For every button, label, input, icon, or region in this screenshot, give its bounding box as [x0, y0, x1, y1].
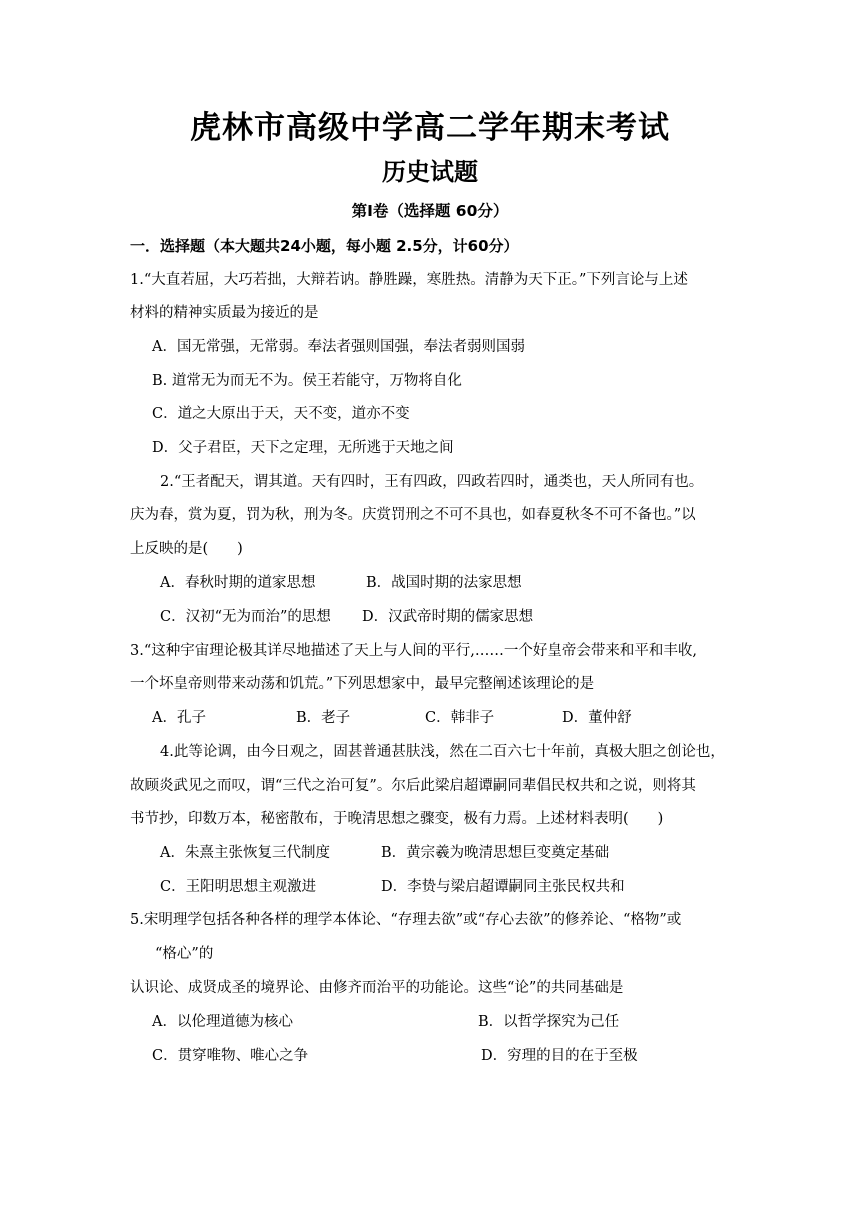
q5-stem-line: “格心”的: [155, 946, 214, 962]
q3-option-a: A．孔子: [152, 710, 206, 726]
q4-option-a: A．朱熹主张恢复三代制度: [160, 845, 330, 861]
q5-option-b: B．以哲学探究为己任: [478, 1014, 620, 1030]
q2-option-b: B．战国时期的法家思想: [366, 575, 522, 591]
q3-option-d: D．董仲舒: [562, 710, 632, 726]
q1-option-d: D．父子君臣，天下之定理，无所逃于天地之间: [152, 440, 454, 456]
q5-option-c: C．贯穿唯物、唯心之争: [152, 1048, 309, 1064]
q1-option-b: B. 道常无为而无不为。侯王若能守，万物将自化: [152, 373, 462, 389]
q4-option-d: D．李贽与梁启超谭嗣同主张民权共和: [381, 879, 625, 895]
q4-stem-line: 4.此等论调，由今日观之，固甚普通甚肤浅，然在二百六七十年前，真极大胆之创论也，: [160, 744, 725, 760]
part-label: 第Ⅰ卷（选择题 60分）: [351, 202, 509, 220]
q3-option-b: B．老子: [296, 710, 351, 726]
q3-stem-line: 一个坏皇帝则带来动荡和饥荒。”下列思想家中，最早完整阐述该理论的是: [130, 676, 595, 692]
exam-title: 虎林市高级中学高二学年期末考试: [190, 110, 670, 146]
q1-option-c: C．道之大原出于天，天不变，道亦不变: [152, 406, 410, 422]
q1-stem-line: 1.“大直若屈，大巧若拙，大辩若讷。静胜躁，寒胜热。清静为天下正。”下列言论与上述: [130, 272, 688, 288]
q2-option-c: C．汉初“无为而治”的思想: [160, 609, 331, 625]
q2-stem-line: 2.“王者配天，谓其道。天有四时，王有四政，四政若四时，通类也，天人所同有也。: [160, 474, 704, 490]
q2-option-d: D．汉武帝时期的儒家思想: [362, 609, 534, 625]
q1-option-a: A．国无常强，无常弱。奉法者强则国强，奉法者弱则国弱: [152, 339, 525, 355]
q5-option-a: A．以伦理道德为核心: [152, 1014, 293, 1030]
q4-option-b: B．黄宗羲为晚清思想巨变奠定基础: [381, 845, 610, 861]
q4-stem-line: 书节抄，印数万本，秘密散布，于晚清思想之骤变，极有力焉。上述材料表明( ): [130, 811, 664, 827]
q4-option-c: C．王阳明思想主观激进: [160, 879, 317, 895]
q1-stem-line: 材料的精神实质最为接近的是: [130, 305, 319, 321]
q5-stem-line: 认识论、成贤成圣的境界论、由修齐而治平的功能论。这些“论”的共同基础是: [130, 980, 624, 996]
q3-stem-line: 3.“这种宇宙理论极其详尽地描述了天上与人间的平行,……一个好皇帝会带来和平和丰收,: [130, 643, 697, 659]
q4-stem-line: 故顾炎武见之而叹，谓“三代之治可复”。尔后此梁启超谭嗣同辈倡民权共和之说，则将其: [130, 778, 696, 794]
exam-subtitle: 历史试题: [382, 158, 478, 186]
q2-option-a: A．春秋时期的道家思想: [160, 575, 316, 591]
q3-option-c: C．韩非子: [425, 710, 495, 726]
q5-stem-line: 5.宋明理学包括各种各样的理学本体论、“存理去欲”或“存心去欲”的修养论、“格物”或: [130, 912, 682, 928]
q2-stem-line: 上反映的是( ): [130, 541, 243, 557]
section-heading: 一．选择题（本大题共24小题，每小题 2.5分，计60分）: [130, 237, 519, 255]
q5-option-d: D．穷理的目的在于至极: [481, 1048, 638, 1064]
q2-stem-line: 庆为春，赏为夏，罚为秋，刑为冬。庆赏罚刑之不可不具也，如春夏秋冬不可不备也。”以: [130, 507, 696, 523]
